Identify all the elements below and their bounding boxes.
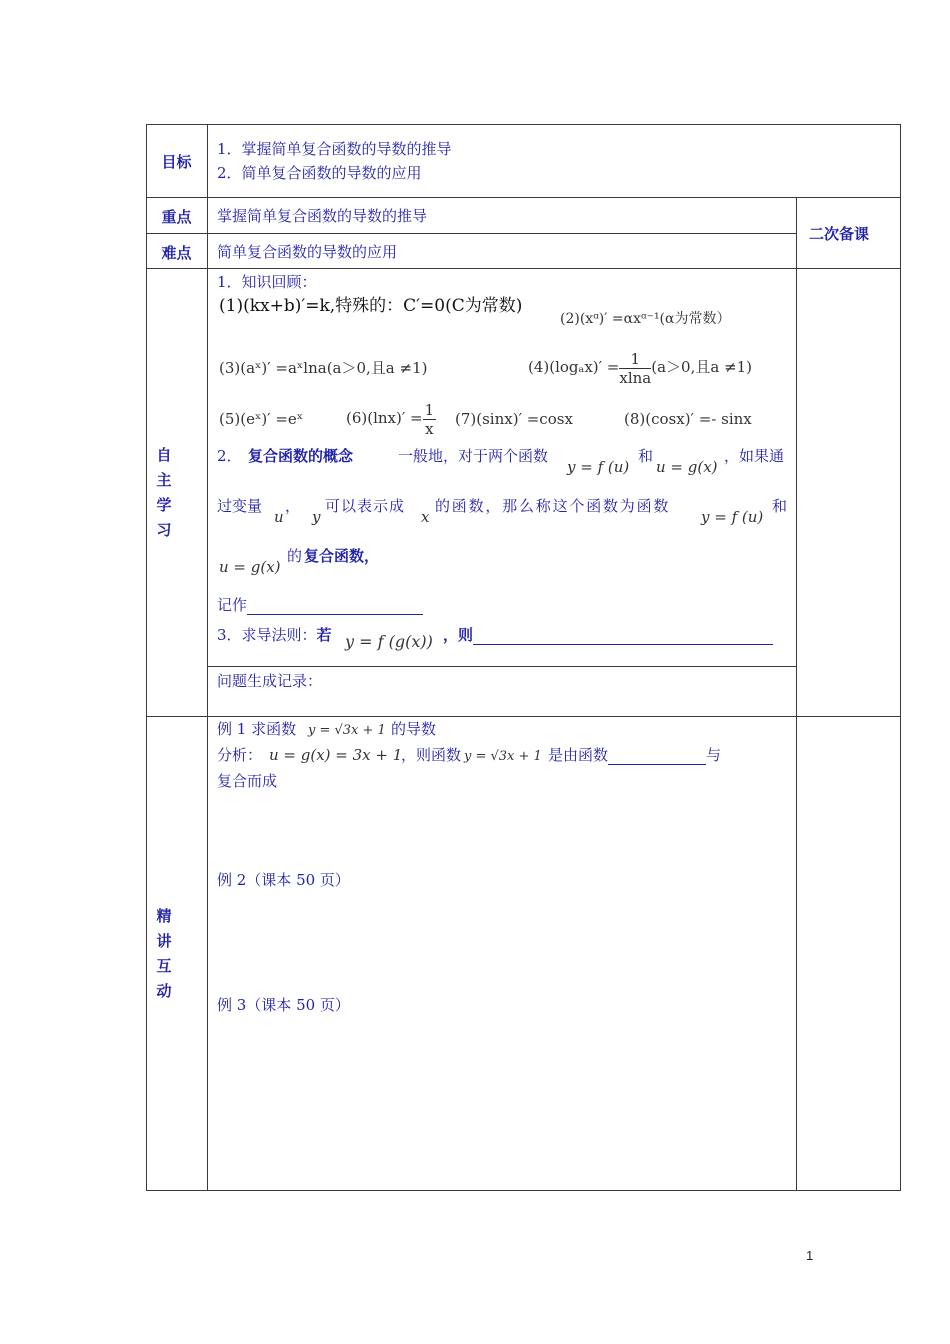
variable-x: x	[421, 508, 430, 526]
analysis-c-text: 是由函数	[548, 746, 609, 764]
rule-blank[interactable]	[473, 628, 773, 645]
formula-6-fraction	[423, 401, 437, 438]
rule-equation: y = f (g(x))	[345, 632, 433, 651]
label-self-study-char: 主	[156, 471, 172, 489]
label-goal: 目标	[161, 153, 192, 171]
concept-continue: ，如果通	[724, 447, 785, 465]
example-1-a: 例 1 求函数	[217, 720, 297, 738]
formula-6-left: (6)(lnx)′ =	[346, 409, 423, 427]
label-key-point: 重点	[161, 208, 192, 226]
row-divider-goal	[146, 197, 900, 198]
analysis-b: ，则函数	[401, 746, 462, 764]
analysis-a: 分析：	[217, 746, 263, 764]
label-self-study-char: 学	[156, 496, 172, 514]
rule-line	[217, 625, 332, 645]
rule-then	[443, 625, 773, 645]
concept-line2-a: 过变量	[217, 497, 263, 515]
review-title: 1．知识回顾：	[217, 273, 317, 291]
analysis-blank[interactable]	[608, 748, 706, 765]
goal-item-2: 2．简单复合函数的导数的应用	[217, 164, 422, 182]
analysis-c	[548, 745, 721, 765]
formula-3: (3)(aˣ)′ =aˣlna(a＞0,且a ≠1)	[219, 359, 428, 377]
formula-8: (8)(cosx)′ =- sinx	[624, 410, 752, 428]
label-self-study-char: 自	[156, 446, 172, 464]
formula-4-left: (4)(logₐx)′ =	[528, 358, 620, 376]
row-divider-self-study	[146, 716, 900, 717]
label-self-study-char: 习	[156, 521, 172, 539]
example-3: 例 3（课本 50 页）	[217, 996, 350, 1014]
variable-y: y	[312, 508, 321, 526]
problem-record: 问题生成记录：	[217, 672, 323, 690]
formula-1: (1)(kx+b)′=k,特殊的：C′=0(C为常数)	[219, 296, 523, 316]
rule-if: 若	[316, 626, 332, 644]
concept-title: 复合函数的概念	[248, 447, 354, 465]
example-1-eq-text: y = √3x + 1	[308, 723, 386, 738]
example-1-b: 的导数	[391, 720, 437, 738]
equation-u-gx: u = g(x)	[656, 458, 718, 476]
concept-line3-b: 复合函数，	[304, 547, 380, 565]
difficulty-text: 简单复合函数的导数的应用	[217, 243, 398, 261]
notation-blank[interactable]	[247, 598, 423, 615]
concept-intro: 一般地，对于两个函数	[398, 447, 549, 465]
formula-6-denominator: x	[425, 419, 434, 438]
example-2: 例 2（课本 50 页）	[217, 871, 350, 889]
formula-4-right: (a＞0,且a ≠1)	[651, 358, 753, 376]
formula-4-denominator: xlna	[619, 368, 652, 387]
analysis-equation-2: y = √3x + 1	[464, 749, 542, 764]
formula-7: (7)(sinx)′ =cosx	[455, 410, 573, 428]
formula-2: (2)(xᵅ)′ =αxᵅ⁻¹(α为常数）	[560, 311, 731, 327]
notation-label	[217, 595, 423, 615]
concept-line2-c: 的函数，那么称这个函数为函数	[435, 497, 671, 515]
equation-u-gx-2: u = g(x)	[219, 558, 281, 576]
label-second-prep: 二次备课	[808, 225, 869, 243]
row-divider-record	[207, 666, 796, 667]
formula-5: (5)(eˣ)′ =eˣ	[219, 410, 304, 428]
formula-6-numerator: 1	[424, 400, 435, 419]
concept-line3-a: 的	[287, 547, 303, 565]
rule-prefix: 3．求导法则：	[217, 626, 317, 644]
rule-then-text: ，则	[443, 626, 474, 644]
table-border-right	[900, 124, 901, 1191]
concept-and-1: 和	[638, 447, 654, 465]
concept-and-2: 和	[772, 497, 788, 515]
table-border-left	[146, 124, 147, 1191]
variable-u: u	[274, 508, 284, 526]
concept-line2-b: 可以表示成	[325, 497, 406, 515]
label-lecture-char: 互	[156, 957, 172, 975]
notation-text: 记作	[217, 596, 248, 614]
formula-6	[346, 398, 436, 438]
col-divider-notes	[796, 197, 797, 1191]
key-point-text: 掌握简单复合函数的导数的推导	[217, 207, 428, 225]
analysis-equation: u = g(x) = 3x + 1	[269, 746, 403, 764]
row-divider-difficulty	[146, 268, 900, 269]
equation-y-fu: y = f (u)	[567, 458, 630, 476]
formula-4-fraction	[619, 350, 651, 387]
formula-4	[528, 347, 752, 387]
table-border-bottom	[146, 1190, 900, 1191]
concept-num: 2．	[217, 447, 242, 465]
label-difficulty: 难点	[161, 244, 192, 262]
table-border-top	[146, 124, 900, 125]
label-lecture-char: 动	[156, 982, 172, 1000]
page-number: 1	[806, 1248, 814, 1263]
goal-item-1: 1．掌握简单复合函数的导数的推导	[217, 140, 452, 158]
label-lecture-char: 精	[156, 907, 172, 925]
example-1-equation	[308, 721, 386, 741]
analysis-e: 复合而成	[217, 772, 278, 790]
concept-comma: ，	[285, 497, 301, 515]
analysis-d-text: 与	[706, 746, 722, 764]
equation-y-fu-2: y = f (u)	[701, 508, 764, 526]
label-lecture-char: 讲	[156, 932, 172, 950]
formula-4-numerator: 1	[619, 350, 651, 369]
row-divider-key	[146, 233, 796, 234]
col-divider-label	[207, 124, 208, 1191]
